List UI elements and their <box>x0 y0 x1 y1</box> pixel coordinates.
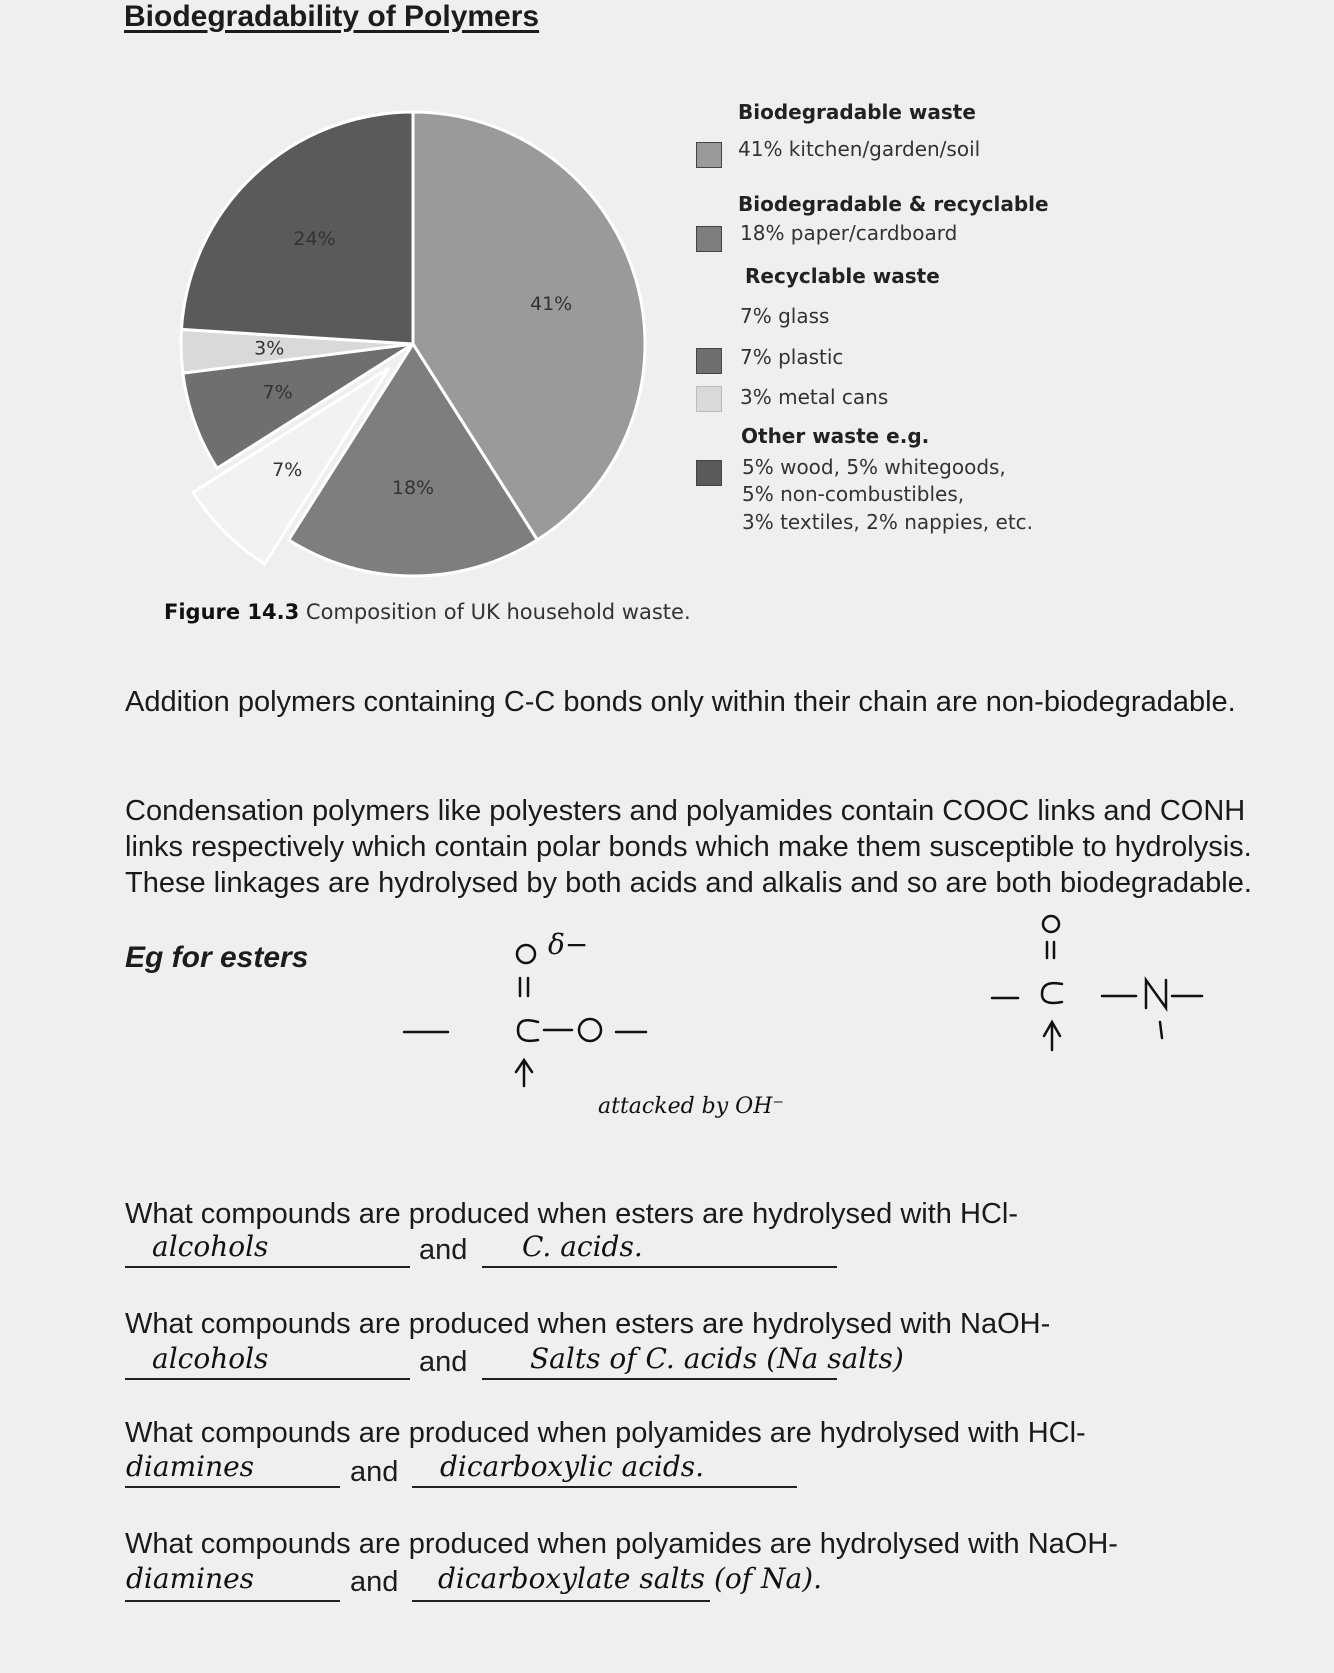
legend-head-biodegradable: Biodegradable waste <box>738 100 976 124</box>
legend-item-plastic: 7% plastic <box>740 345 844 369</box>
paragraph-addition-polymers: Addition polymers containing C-C bonds only within their chain are non-biodegradable. <box>125 686 1236 718</box>
paragraph-condensation-polymers: Condensation polymers like polyesters and polyamides contain COOC links and CONH links respectively which contain polar bonds which make them susceptible to hydrolysis. These linkages are hydrolysed by both acids and alkalis and so are both biodegradable. <box>125 795 1252 899</box>
pie-label-5: 24% <box>293 228 336 251</box>
answer-2b-text: Salts of C. acids (Na salts) <box>530 1342 904 1375</box>
legend-swatch-plastic <box>696 348 722 374</box>
and-3: and <box>350 1456 399 1488</box>
question-4-text: What compounds are produced when polyamides are hydrolysed with NaOH- <box>125 1528 1118 1560</box>
legend-head-other: Other waste e.g. <box>741 424 930 448</box>
legend-swatch-paper <box>696 226 722 252</box>
legend-item-glass: 7% glass <box>740 304 830 328</box>
answer-1b-blank[interactable] <box>482 1266 837 1268</box>
answer-3a-text: diamines <box>126 1450 255 1483</box>
answer-4a-blank[interactable] <box>125 1600 340 1602</box>
pie-label-4: 3% <box>254 337 285 360</box>
legend-head-bio-recyclable: Biodegradable & recyclable <box>738 192 1049 216</box>
pie-label-2: 7% <box>272 458 303 481</box>
answer-2a-blank[interactable] <box>125 1378 410 1380</box>
legend-head-recyclable: Recyclable waste <box>745 264 940 288</box>
answer-4b-text: dicarboxylate salts (of Na). <box>438 1562 823 1595</box>
answer-4b-blank[interactable] <box>412 1600 710 1602</box>
figure-caption-text: Composition of UK household waste. <box>299 600 691 624</box>
legend-item-other-2: 5% non-combustibles, <box>742 482 965 506</box>
pie-label-0: 41% <box>530 292 573 315</box>
answer-4a-text: diamines <box>126 1562 255 1595</box>
delta-negative-label: δ− <box>548 928 589 961</box>
answer-1a-blank[interactable] <box>125 1266 410 1268</box>
and-4: and <box>350 1566 399 1598</box>
page-title: Biodegradability of Polymers <box>124 0 540 33</box>
answer-2a-text: alcohols <box>152 1342 269 1375</box>
legend-item-kitchen: 41% kitchen/garden/soil <box>738 137 981 161</box>
legend-swatch-other <box>696 460 722 486</box>
question-1-text: What compounds are produced when esters are hydrolysed with HCl- <box>125 1198 1018 1230</box>
answer-3b-text: dicarboxylic acids. <box>440 1450 705 1483</box>
answer-1a-text: alcohols <box>152 1230 269 1263</box>
legend-swatch-metal <box>696 386 722 412</box>
pie-label-1: 18% <box>391 476 435 499</box>
amide-linkage-drawing <box>980 900 1280 1080</box>
figure-number: Figure 14.3 <box>164 600 300 624</box>
figure-caption <box>164 600 691 624</box>
legend-item-other-1: 5% wood, 5% whitegoods, <box>742 455 1006 479</box>
pie-chart <box>160 90 680 590</box>
attacked-by-oh-annotation: attacked by OH⁻ <box>598 1094 785 1119</box>
ester-linkage-drawing <box>380 900 720 1100</box>
question-2-text: What compounds are produced when esters are hydrolysed with NaOH- <box>125 1308 1051 1340</box>
and-1: and <box>419 1234 468 1266</box>
legend-item-metal: 3% metal cans <box>740 385 889 409</box>
legend-item-other-3: 3% textiles, 2% nappies, etc. <box>742 510 1034 534</box>
pie-label-3: 7% <box>262 381 293 404</box>
answer-2b-blank[interactable] <box>482 1378 837 1380</box>
eg-label: Eg for esters <box>125 941 309 974</box>
legend-item-paper: 18% paper/cardboard <box>740 221 958 245</box>
question-3-text: What compounds are produced when polyamides are hydrolysed with HCl- <box>125 1417 1086 1449</box>
answer-3b-blank[interactable] <box>412 1486 797 1488</box>
legend-swatch-kitchen <box>696 142 722 168</box>
and-2: and <box>419 1346 468 1378</box>
answer-3a-blank[interactable] <box>125 1486 340 1488</box>
answer-1b-text: C. acids. <box>522 1230 643 1263</box>
